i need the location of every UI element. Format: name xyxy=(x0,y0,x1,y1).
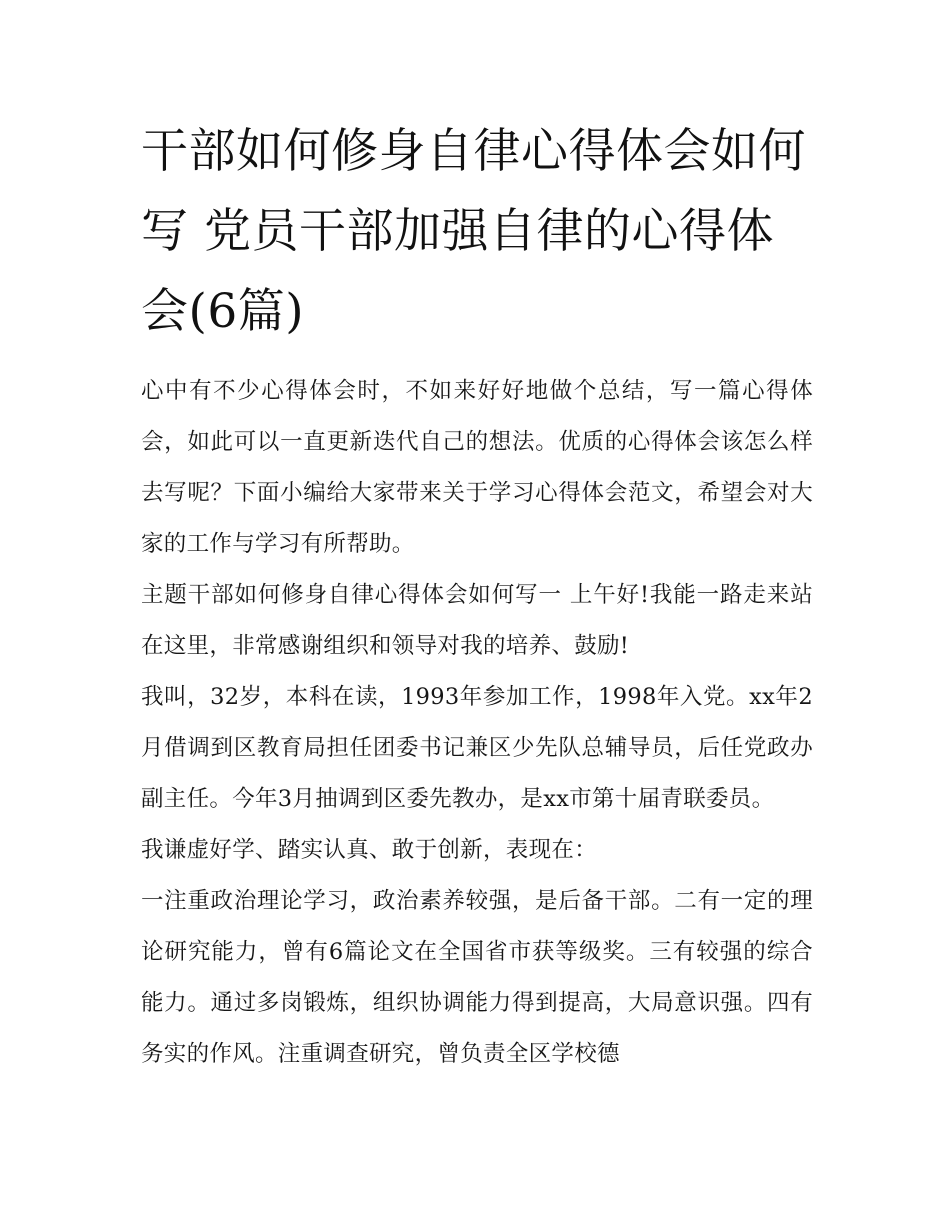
paragraph-intro: 心中有不少心得体会时，不如来好好地做个总结，写一篇心得体会，如此可以一直更新迭代自己的想法。优质的心得体会该怎么样去写呢？下面小编给大家带来关于学习心得体会范文，希望会对大家的工作与学习有所帮助。 xyxy=(141,378,813,557)
document-title: 干部如何修身自律心得体会如何写 党员干部加强自律的心得体会(6篇) xyxy=(141,124,806,339)
paragraph-qualities-list: 一注重政治理论学习，政治素养较强，是后备干部。二有一定的理论研究能力，曾有6篇论文在全国省市获等级奖。三有较强的综合能力。通过多岗锻炼，组织协调能力得到提高，大局意识强。四有务实的作风。注重调查研究，曾负责全区学校德 xyxy=(141,888,813,1067)
paragraph-qualities-intro: 我谦虚好学、踏实认真、敢于创新，表现在： xyxy=(141,837,598,863)
paragraph-greeting: 主题干部如何修身自律心得体会如何写一 上午好!我能一路走来站在这里，非常感谢组织和领导对我的培养、鼓励! xyxy=(141,582,813,659)
paragraph-background: 我叫，32岁，本科在读，1993年参加工作，1998年入党。xx年2月借调到区教育局担任团委书记兼区少先队总辅导员，后任党政办副主任。今年3月抽调到区委先教办，是xx市第十届青联委员。 xyxy=(141,684,813,812)
document-page xyxy=(141,112,813,1080)
